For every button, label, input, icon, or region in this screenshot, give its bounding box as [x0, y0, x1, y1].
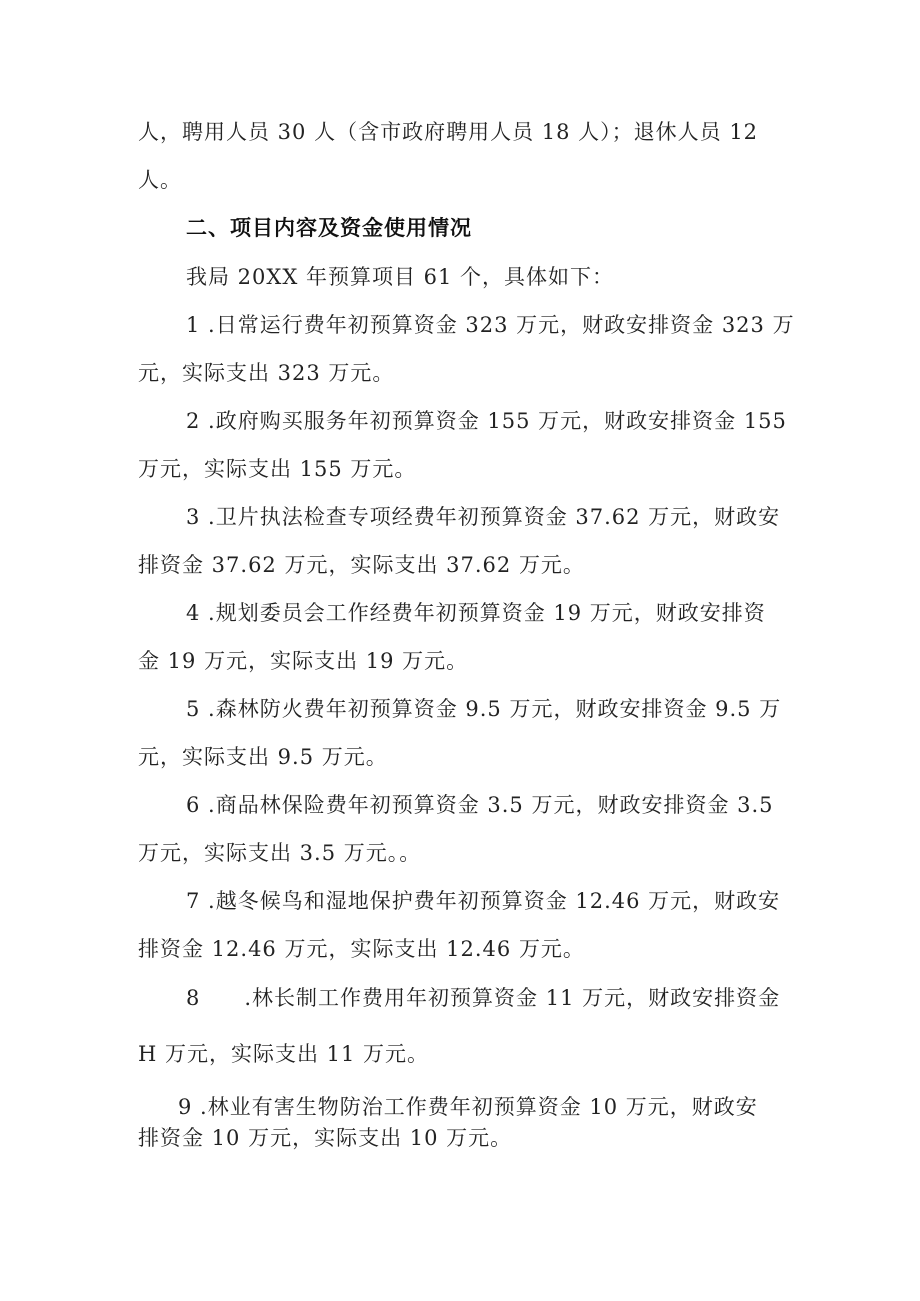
section-heading: 二、项目内容及资金使用情况	[186, 216, 472, 240]
paragraph-staff-line-2: 人。	[138, 168, 182, 192]
item-2-line-1: 2 .政府购买服务年初预算资金 155 万元，财政安排资金 155	[186, 409, 787, 433]
item-8-line-1: 8 .林长制工作费用年初预算资金 11 万元，财政安排资金	[186, 986, 781, 1010]
paragraph-staff-line-1: 人，聘用人员 30 人（含市政府聘用人员 18 人）；退休人员 12	[138, 120, 759, 144]
item-7-line-2: 排资金 12.46 万元，实际支出 12.46 万元。	[138, 937, 585, 961]
item-1-line-1: 1 .日常运行费年初预算资金 323 万元，财政安排资金 323 万	[186, 313, 795, 337]
item-2-line-2: 万元，实际支出 155 万元。	[138, 457, 417, 481]
intro-paragraph: 我局 20XX 年预算项目 61 个，具体如下：	[186, 265, 615, 289]
item-9-line-2: 排资金 10 万元，实际支出 10 万元。	[138, 1126, 513, 1150]
item-3-line-1: 3 .卫片执法检查专项经费年初预算资金 37.62 万元，财政安	[186, 505, 781, 529]
item-7-line-1: 7 .越冬候鸟和湿地保护费年初预算资金 12.46 万元，财政安	[186, 889, 781, 913]
item-6-line-2: 万元，实际支出 3.5 万元。。	[138, 841, 422, 865]
item-4-line-1: 4 .规划委员会工作经费年初预算资金 19 万元，财政安排资	[186, 601, 766, 625]
item-5-line-1: 5 .森林防火费年初预算资金 9.5 万元，财政安排资金 9.5 万	[186, 697, 782, 721]
item-1-line-2: 元，实际支出 323 万元。	[138, 361, 395, 385]
item-8-line-2: H 万元，实际支出 11 万元。	[138, 1042, 430, 1066]
item-4-line-2: 金 19 万元，实际支出 19 万元。	[138, 649, 469, 673]
item-5-line-2: 元，实际支出 9.5 万元。	[138, 745, 388, 769]
item-9-line-1: 9 .林业有害生物防治工作费年初预算资金 10 万元，财政安	[178, 1095, 758, 1119]
item-3-line-2: 排资金 37.62 万元，实际支出 37.62 万元。	[138, 553, 585, 577]
item-6-line-1: 6 .商品林保险费年初预算资金 3.5 万元，财政安排资金 3.5	[186, 793, 774, 817]
